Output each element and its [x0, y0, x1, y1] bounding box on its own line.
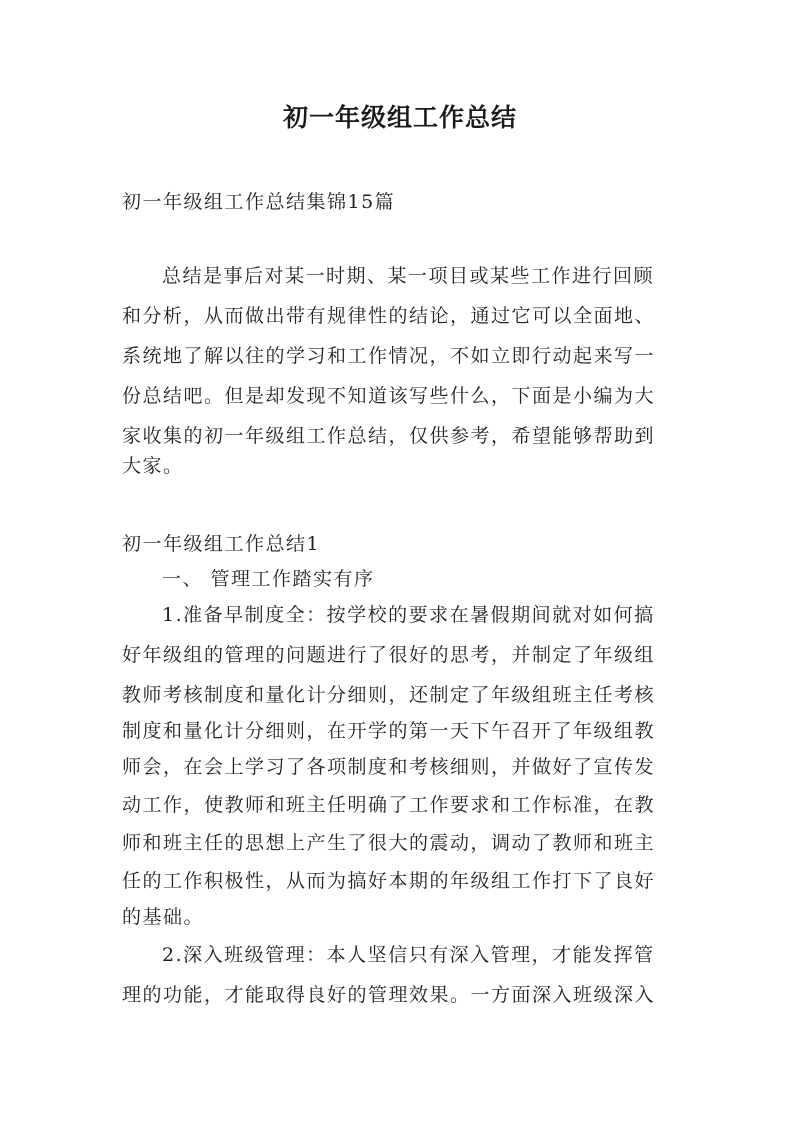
intro-line: 家收集的初一年级组工作总结，仅供参考，希望能够帮助到	[122, 425, 656, 447]
paragraph-line: 制度和量化计分细则，在开学的第一天下午召开了年级组教	[122, 720, 656, 742]
paragraph-line: 任的工作积极性，从而为搞好本期的年级组工作打下了良好	[122, 870, 656, 892]
intro-line: 份总结吧。但是却发现不知道该写些什么，下面是小编为大	[122, 385, 656, 407]
paragraph-line: 师会，在会上学习了各项制度和考核细则，并做好了宣传发	[122, 756, 656, 778]
paragraph-line: 1.准备早制度全：按学校的要求在暑假期间就对如何搞	[162, 604, 655, 626]
intro-line: 和分析，从而做出带有规律性的结论，通过它可以全面地、	[122, 305, 656, 327]
paragraph-line: 的基础。	[122, 906, 205, 928]
subsection-heading: 一、 管理工作踏实有序	[162, 568, 375, 590]
paragraph-line: 教师考核制度和量化计分细则，还制定了年级组班主任考核	[122, 684, 656, 706]
paragraph-line: 动工作，使教师和班主任明确了工作要求和工作标准，在教	[122, 794, 656, 816]
document-subtitle: 初一年级组工作总结集锦15篇	[122, 191, 396, 213]
paragraph-line: 师和班主任的思想上产生了很大的震动，调动了教师和班主	[122, 832, 656, 854]
paragraph-line: 2.深入班级管理：本人坚信只有深入管理，才能发挥管	[162, 944, 655, 966]
paragraph-line: 理的功能，才能取得良好的管理效果。一方面深入班级深入	[122, 984, 656, 1006]
section-heading: 初一年级组工作总结1	[122, 533, 321, 555]
intro-line: 系统地了解以往的学习和工作情况，不如立即行动起来写一	[122, 345, 656, 367]
document-title: 初一年级组工作总结	[282, 103, 517, 132]
intro-line: 总结是事后对某一时期、某一项目或某些工作进行回顾	[162, 265, 655, 287]
paragraph-line: 好年级组的管理的问题进行了很好的思考，并制定了年级组	[122, 644, 656, 666]
intro-line: 大家。	[122, 455, 184, 477]
